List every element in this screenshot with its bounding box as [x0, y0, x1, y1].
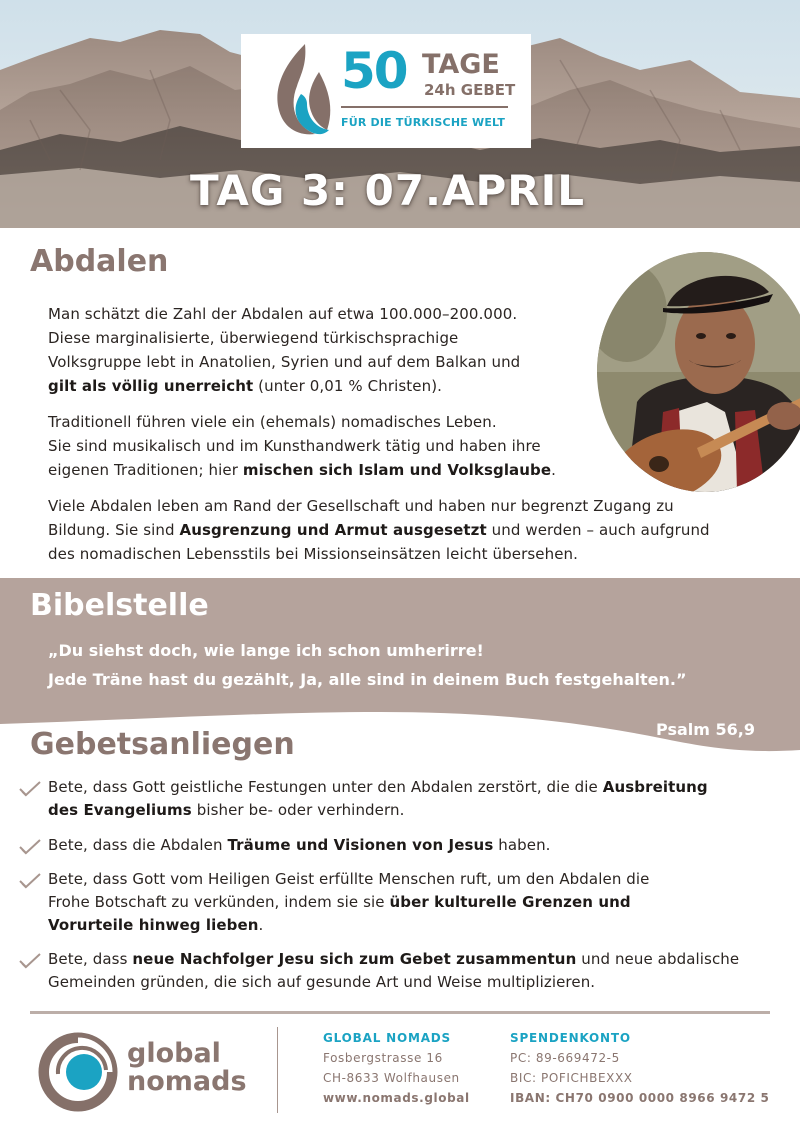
- emphasis: Ausbreitung: [602, 778, 708, 796]
- text-run: Bete, dass: [48, 950, 133, 968]
- text-line: [48, 948, 778, 971]
- text-line: Sie sind musikalisch und im Kunsthandwerk tätig und haben ihre: [48, 437, 541, 455]
- quote-line: „Du siehst doch, wie lange ich schon umherirre!: [48, 641, 484, 660]
- org-heading: GLOBAL NOMADS: [323, 1031, 452, 1045]
- text-line: Gemeinden gründen, die sich auf gesunde Art und Weise multiplizieren.: [48, 973, 596, 991]
- text-line: [48, 776, 778, 799]
- campaign-logo: [241, 34, 531, 148]
- prayer-item: [48, 834, 778, 857]
- emphasis: Vorurteile hinweg lieben: [48, 916, 259, 934]
- text-run: bisher be- oder verhindern.: [191, 801, 405, 819]
- logo-number: 50: [341, 42, 407, 100]
- text-run: Frohe Botschaft zu verkünden, indem sie sie: [48, 893, 390, 911]
- donation-heading: SPENDENKONTO: [510, 1031, 631, 1045]
- text-run: Bildung. Sie sind: [48, 521, 180, 539]
- text-run: .: [551, 461, 557, 479]
- org-city: CH-8633 Wolfhausen: [323, 1071, 460, 1085]
- text-line: Diese marginalisierte, überwiegend türkischsprachige: [48, 329, 459, 347]
- prayer-item: [48, 868, 778, 937]
- day-title: TAG 3: 07.APRIL: [189, 166, 586, 215]
- prayer-item: [48, 948, 778, 994]
- musician-photo: [597, 252, 800, 492]
- emphasis: mischen sich Islam und Volksglaube: [242, 461, 552, 479]
- text-line: [48, 834, 778, 857]
- text-run: Bete, dass Gott geistliche Festungen unter den Abdalen zerstört, die die: [48, 778, 603, 796]
- emphasis: über kulturelle Grenzen und: [389, 893, 631, 911]
- section-heading-abdalen: Abdalen: [30, 244, 169, 279]
- abdalen-paragraph-1: [48, 302, 520, 398]
- emphasis: Ausgrenzung und Armut ausgesetzt: [179, 521, 487, 539]
- header-banner: [0, 0, 800, 228]
- text-line: [48, 518, 710, 542]
- text-line: [48, 374, 520, 398]
- donation-pc: PC: 89-669472-5: [510, 1051, 620, 1065]
- text-run: haben.: [493, 836, 551, 854]
- emphasis: neue Nachfolger Jesu sich zum Gebet zusammentun: [132, 950, 577, 968]
- text-line: Volksgruppe lebt in Anatolien, Syrien und auf dem Balkan und: [48, 353, 521, 371]
- global-nomads-logo-icon: [38, 1032, 118, 1112]
- donation-iban: IBAN: CH70 0900 0000 8966 9472 5: [510, 1091, 770, 1105]
- footer-separator: [277, 1027, 278, 1113]
- emphasis: Träume und Visionen von Jesus: [227, 836, 494, 854]
- logo-tagline: FÜR DIE TÜRKISCHE WELT: [341, 116, 506, 129]
- abdalen-paragraph-3: [48, 494, 710, 566]
- text-run: Bete, dass die Abdalen: [48, 836, 228, 854]
- section-heading-gebetsanliegen: Gebetsanliegen: [30, 727, 295, 762]
- abdalen-paragraph-2: [48, 410, 556, 482]
- emphasis: gilt als völlig unerreicht: [48, 377, 254, 395]
- text-run: und neue abdalische: [576, 950, 740, 968]
- logo-subtitle: 24h GEBET: [424, 81, 516, 99]
- text-run: (unter 0,01 % Christen).: [253, 377, 443, 395]
- bible-reference: Psalm 56,9: [656, 720, 755, 739]
- org-street: Fosbergstrasse 16: [323, 1051, 443, 1065]
- bible-quote: [48, 636, 686, 694]
- text-run: und werden – auch aufgrund: [486, 521, 710, 539]
- text-line: [48, 891, 778, 914]
- text-line: Man schätzt die Zahl der Abdalen auf etwa 100.000–200.000.: [48, 305, 518, 323]
- check-icon: [18, 838, 42, 856]
- text-line: Bete, dass Gott vom Heiligen Geist erfüllte Menschen ruft, um den Abdalen die: [48, 870, 650, 888]
- logo-tage: TAGE: [422, 49, 500, 80]
- check-icon: [18, 780, 42, 798]
- text-line: [48, 799, 778, 822]
- emphasis: des Evangeliums: [48, 801, 192, 819]
- check-icon: [18, 872, 42, 890]
- portrait-photo: [597, 252, 800, 492]
- org-website-link[interactable]: www.nomads.global: [323, 1091, 470, 1105]
- donation-bic: BIC: POFICHBEXXX: [510, 1071, 633, 1085]
- footer-divider: [30, 1011, 770, 1014]
- section-heading-bibelstelle: Bibelstelle: [30, 588, 209, 623]
- check-icon: [18, 952, 42, 970]
- text-run: .: [258, 916, 264, 934]
- logo-word-global: global: [127, 1038, 221, 1069]
- quote-line: Jede Träne hast du gezählt, Ja, alle sind in deinem Buch festgehalten.”: [48, 670, 687, 689]
- prayer-item: [48, 776, 778, 822]
- text-run: eigenen Traditionen; hier: [48, 461, 243, 479]
- text-line: Viele Abdalen leben am Rand der Gesellschaft und haben nur begrenzt Zugang zu: [48, 497, 674, 515]
- flame-logo-icon: [267, 42, 333, 140]
- text-line: Traditionell führen viele ein (ehemals) nomadisches Leben.: [48, 413, 497, 431]
- logo-divider: [341, 106, 508, 108]
- text-line: [48, 458, 556, 482]
- text-line: des nomadischen Lebensstils bei Missionseinsätzen leicht übersehen.: [48, 545, 578, 563]
- logo-word-nomads: nomads: [127, 1066, 247, 1097]
- text-line: [48, 914, 778, 937]
